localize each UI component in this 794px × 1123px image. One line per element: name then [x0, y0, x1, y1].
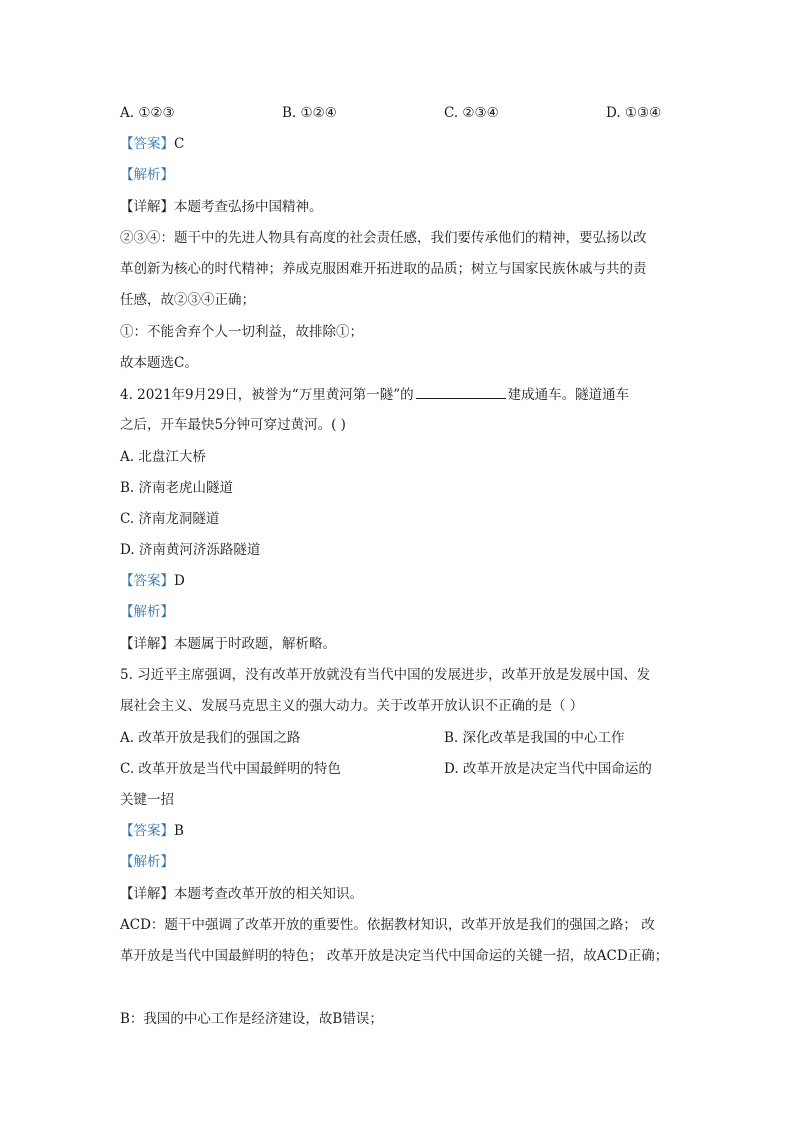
answer-tag: 【答案】 — [120, 823, 174, 839]
detail-tag: 【详解】 — [120, 886, 174, 902]
answer-value: C — [174, 136, 185, 152]
stem-text: 建成通车。隧道通车 — [507, 387, 630, 403]
stem-text: 4. 2021年9月29日，被誉为“万里黄河第一隧”的 — [120, 387, 414, 403]
analysis-tag: 【解析】 — [120, 167, 174, 183]
detail-line — [120, 885, 363, 903]
option-d: D. 改革开放是决定当代中国命运的 — [444, 761, 652, 777]
analysis-tag: 【解析】 — [120, 854, 174, 870]
answer-tag: 【答案】 — [120, 573, 174, 589]
option-a: A. 改革开放是我们的强国之路 — [120, 730, 301, 746]
answer-tag: 【答案】 — [120, 136, 174, 152]
detail-tag: 【详解】 — [120, 199, 174, 215]
detail-line — [120, 635, 336, 653]
body-line: ACD：题干中强调了改革开放的重要性。依据教材知识，改革开放是我们的强国之路； 改 — [120, 917, 655, 933]
option-b: B. 深化改革是我国的中心工作 — [444, 730, 625, 746]
analysis-tag: 【解析】 — [120, 604, 174, 620]
option-d: D. ①③④ — [606, 105, 662, 121]
detail-tag: 【详解】 — [120, 636, 174, 652]
body-line: 革开放是当代中国最鲜明的特色； 改革开放是决定当代中国命运的关键一招，故ACD正确； — [120, 948, 669, 964]
answer-line — [120, 822, 184, 840]
option-b: B. 济南老虎山隧道 — [120, 480, 234, 496]
question-stem — [120, 385, 629, 404]
answer-blank — [416, 385, 506, 399]
answer-line — [120, 572, 185, 590]
body-line: B：我国的中心工作是经济建设，故B错误； — [120, 1011, 383, 1027]
detail-text: 本题考查弘扬中国精神。 — [174, 199, 323, 215]
option-a: A. 北盘江大桥 — [120, 449, 206, 465]
question-stem: 之后，开车最快5分钟可穿过黄河。( ) — [120, 417, 346, 433]
question-stem: 展社会主义、发展马克思主义的强大动力。关于改革开放认识不正确的是（ ） — [120, 698, 584, 714]
answer-line — [120, 135, 184, 153]
option-c: C. 济南龙洞隧道 — [120, 511, 220, 527]
option-d: D. 济南黄河济泺路隧道 — [120, 542, 261, 558]
option-b: B. ①②④ — [282, 105, 337, 121]
answer-value: D — [174, 573, 185, 589]
body-line: 革创新为核心的时代精神；养成克服困难开拓进取的品质；树立与国家民族休戚与共的责 — [120, 261, 647, 277]
answer-value: B — [174, 823, 184, 839]
option-c: C. ②③④ — [444, 105, 499, 121]
option-c: C. 改革开放是当代中国最鲜明的特色 — [120, 761, 341, 777]
detail-line — [120, 198, 323, 216]
body-line: ①：不能舍弃个人一切利益，故排除①； — [120, 324, 363, 340]
detail-text: 本题考查改革开放的相关知识。 — [174, 886, 363, 902]
body-line: 故本题选C。 — [120, 355, 198, 371]
body-line: ②③④：题干中的先进人物具有高度的社会责任感，我们要传承他们的精神，要弘扬以改 — [120, 230, 647, 246]
option-d-continued: 关键一招 — [120, 792, 174, 808]
question-stem: 5. 习近平主席强调，没有改革开放就没有当代中国的发展进步，改革开放是发展中国、发 — [120, 667, 651, 683]
body-line: 任感，故②③④正确； — [120, 292, 255, 308]
detail-text: 本题属于时政题，解析略。 — [174, 636, 336, 652]
option-a: A. ①②③ — [120, 105, 175, 121]
